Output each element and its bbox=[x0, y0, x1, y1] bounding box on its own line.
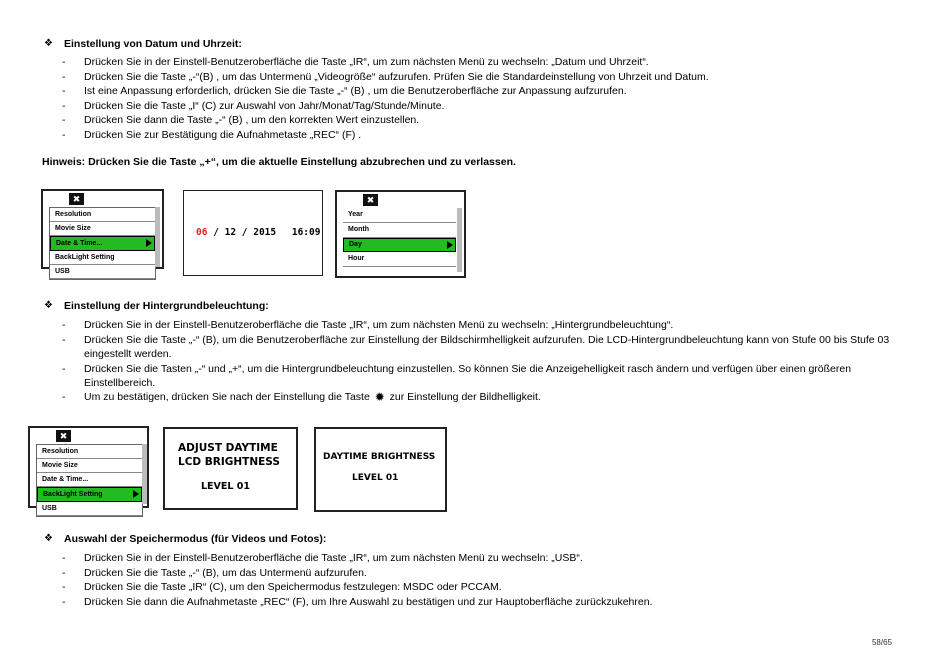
section-heading-backlight: Einstellung der Hintergrundbeleuchtung: bbox=[64, 300, 269, 312]
camera-date-field-screen bbox=[335, 190, 466, 278]
camera-menu-screen-datetime bbox=[41, 189, 164, 275]
section-heading-storage: Auswahl der Speichermodus (für Videos und Fotos): bbox=[64, 533, 327, 545]
clock-time: 16:09 bbox=[291, 227, 321, 238]
camera-menu-screen-backlight bbox=[28, 426, 149, 512]
tools-icon: ✖ bbox=[56, 430, 71, 442]
diamond-bullet-icon: ❖ bbox=[44, 533, 53, 544]
menu-item-selected: BackLight Setting bbox=[37, 487, 142, 502]
daytime-level: LEVEL 01 bbox=[352, 473, 399, 483]
menu-item: USB bbox=[50, 265, 155, 279]
clock-display bbox=[196, 227, 320, 238]
adjust-line2: LCD BRIGHTNESS bbox=[178, 456, 280, 468]
menu-item: USB bbox=[37, 502, 142, 516]
menu-item: Month bbox=[343, 223, 456, 238]
menu-item: BackLight Setting bbox=[50, 251, 155, 265]
camera-daytime-brightness-screen bbox=[314, 427, 447, 512]
scrollbar bbox=[457, 208, 462, 272]
menu-list bbox=[343, 208, 456, 267]
section-heading-datetime: Einstellung von Datum und Uhrzeit: bbox=[64, 38, 242, 50]
diamond-bullet-icon: ❖ bbox=[44, 300, 53, 311]
menu-item: Date & Time... bbox=[37, 473, 142, 487]
daytime-title: DAYTIME BRIGHTNESS bbox=[323, 452, 436, 462]
scrollbar bbox=[155, 207, 160, 267]
clock-day: 06 bbox=[196, 227, 208, 238]
adjust-line1: ADJUST DAYTIME bbox=[178, 442, 278, 454]
tools-icon: ✖ bbox=[69, 193, 84, 205]
menu-item: Year bbox=[343, 208, 456, 223]
menu-item: Hour bbox=[343, 252, 456, 267]
menu-list bbox=[49, 207, 156, 280]
menu-item: Movie Size bbox=[37, 459, 142, 473]
camera-adjust-brightness-screen bbox=[163, 427, 298, 510]
menu-item-selected: Day bbox=[343, 238, 456, 252]
sun-icon: ✹ bbox=[374, 390, 385, 404]
menu-list bbox=[36, 444, 143, 517]
page-number: 58/65 bbox=[871, 638, 892, 647]
adjust-level: LEVEL 01 bbox=[201, 481, 250, 492]
hint-note: Hinweis: Drücken Sie die Taste „+“, um die aktuelle Einstellung abzubrechen und zu verlassen. bbox=[42, 156, 516, 168]
menu-item: Resolution bbox=[37, 445, 142, 459]
camera-clock-screen bbox=[183, 190, 323, 276]
menu-item: Movie Size bbox=[50, 222, 155, 236]
menu-item: Resolution bbox=[50, 208, 155, 222]
menu-item-selected: Date & Time... bbox=[50, 236, 155, 251]
scrollbar bbox=[142, 444, 147, 504]
diamond-bullet-icon: ❖ bbox=[44, 38, 53, 49]
clock-date: / 12 / 2015 bbox=[213, 227, 277, 238]
tools-icon: ✖ bbox=[363, 194, 378, 206]
